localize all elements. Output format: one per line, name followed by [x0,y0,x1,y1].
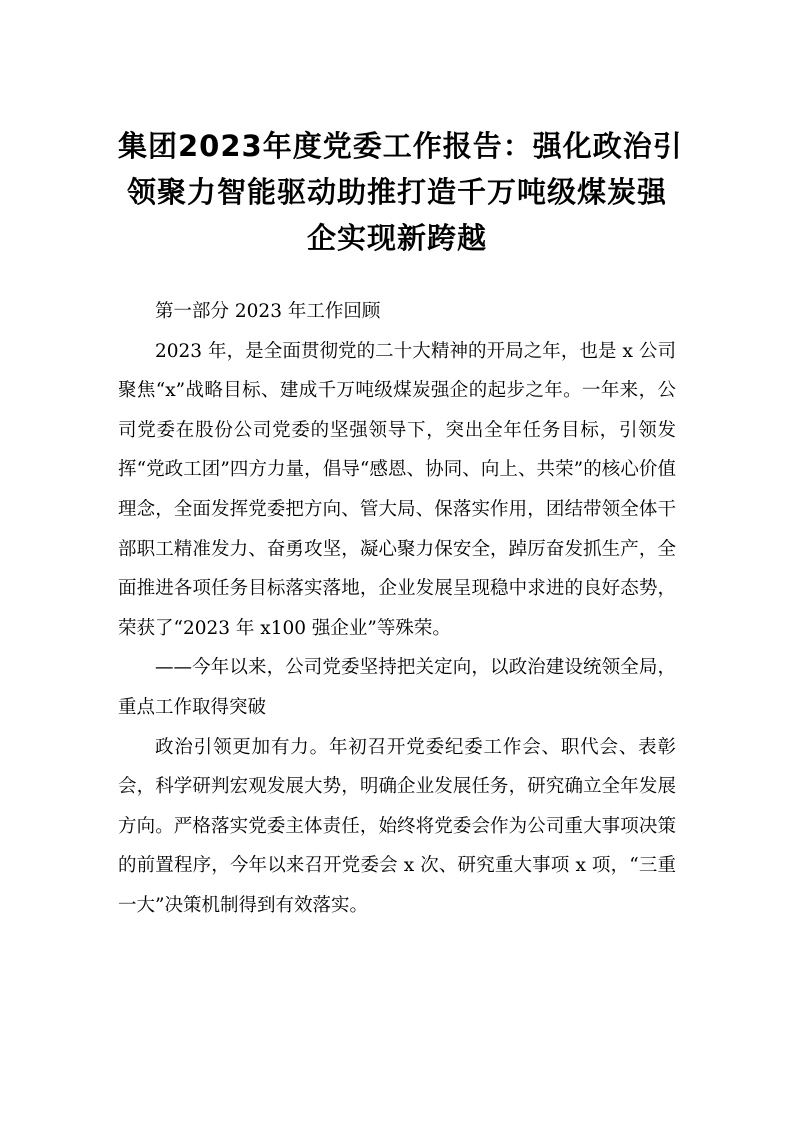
document-body [118,292,676,926]
title-line-1: 集团2023年度党委工作报告：强化政治引 [118,129,683,163]
paragraph-subheading: ——今年以来，公司党委坚持把关定向，以政治建设统领全局，重点工作取得突破 [118,657,676,718]
paragraph-political-leadership: 政治引领更加有力。年初召开党委纪委工作会、职代会、表彰会，科学研判宏观发展大势，明确企业发展任务，研究确立全年发展方向。严格落实党委主体责任，始终将党委会作为公司重大事项决策的前置程序，今年以来召开党委会 x 次、研究重大事项 x 项，“三重一大”决策机制得到有效落实。 [118,736,676,916]
paragraph-overview: 2023 年，是全面贯彻党的二十大精神的开局之年，也是 x 公司聚焦“x”战略目标、建成千万吨级煤炭强企的起步之年。一年来，公司党委在股份公司党委的坚强领导下，突出全年任务目标，引领发挥“党政工团”四方力量，倡导“感恩、协同、向上、共荣”的核心价值理念，全面发挥党委把方向、管大局、保落实作用，团结带领全体干部职工精准发力、奋勇攻坚，凝心聚力保安全，踔厉奋发抓生产，全面推进各项任务目标落实落地，企业发展呈现稳中求进的良好态势，荣获了“2023 年 x100 强企业”等殊荣。 [118,340,676,639]
title-line-2: 领聚力智能驱动助推打造千万吨级煤炭强 [126,175,667,209]
section-heading: 第一部分 2023 年工作回顾 [155,301,381,322]
title-line-3: 企实现新跨越 [306,221,487,255]
document-title [118,123,683,261]
